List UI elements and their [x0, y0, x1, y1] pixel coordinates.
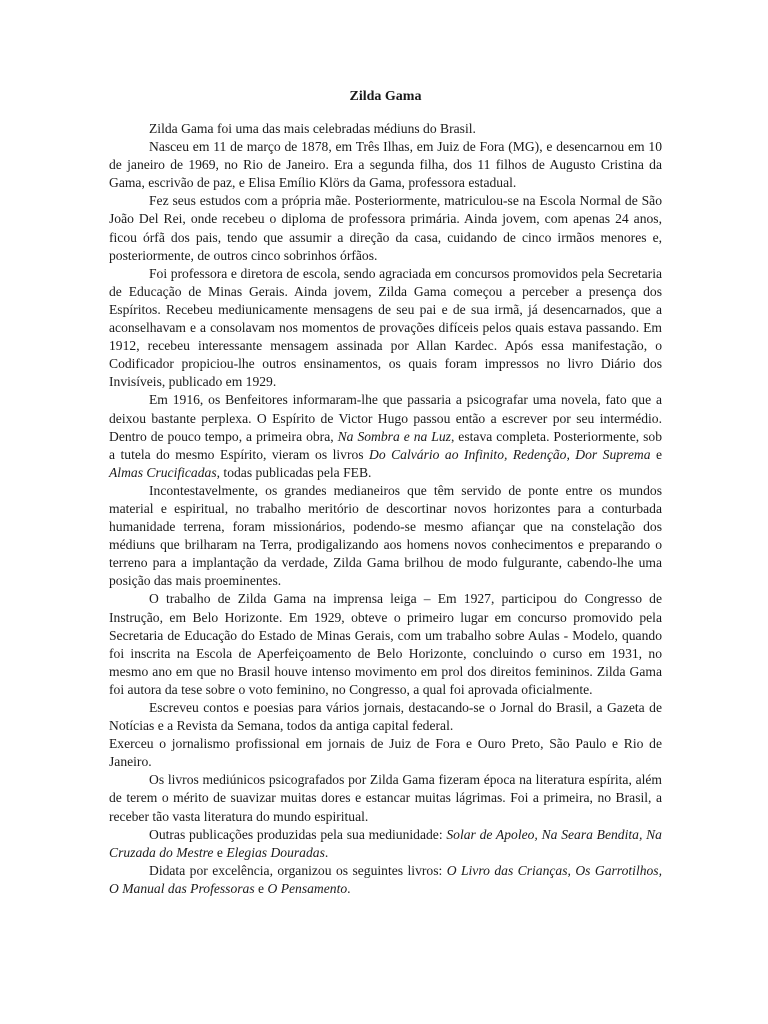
paragraph — [109, 265, 662, 392]
paragraph-text: , estava completa. Posteriormente, sob a tutela do mesmo Espírito, vieram os livros — [109, 428, 662, 462]
paragraph-text: e — [213, 844, 227, 860]
paragraph-text: Outras publicações produzidas pela sua mediunidade: — [149, 826, 447, 842]
paragraph-text: O trabalho de Zilda Gama na imprensa leiga – Em 1927, participou do Congresso de Instrução, em Belo Horizonte. Em 1929, obteve o primeiro lugar em concurso promovido pela Secretaria de Educação do Estado de Minas Gerais, com um trabalho sobre Aulas - Modelo, quando foi inscrita na Escola de Aperfeiçoamento de Belo Horizonte, concluindo o curso em 1931, no mesmo ano em que no Brasil houve intenso movimento em prol dos direitos femininos. Zilda Gama foi autora da tese sobre o voto feminino, no Congresso, a qual foi aprovada oficialmente. — [109, 591, 662, 697]
paragraph — [109, 120, 662, 138]
paragraph — [109, 771, 662, 825]
italic-book-title: Do Calvário ao Infinito, Redenção, Dor Suprema — [369, 446, 651, 462]
document-body — [109, 120, 662, 898]
paragraph-text: . — [347, 880, 351, 896]
paragraph-text: . — [324, 844, 329, 860]
paragraph-text: Didata por excelência, organizou os seguintes livros: — [149, 862, 447, 878]
document-page — [109, 88, 662, 898]
paragraph-text: Exerceu o jornalismo profissional em jornais de Juiz de Fora e Ouro Preto, São Paulo e Rio de Janeiro. — [109, 736, 662, 770]
paragraph-text: Zilda Gama foi uma das mais celebradas médiuns do Brasil. — [149, 121, 476, 136]
paragraph — [109, 735, 662, 771]
paragraph-text: Incontestavelmente, os grandes medianeiros que têm servido de ponte entre os mundos material e espiritual, no trabalho meritório de descortinar novos horizontes para a conturbada humanidade terrena, foram missionários, podendo-se mesmo afiançar que na constelação dos médiuns que brilharam na Terra, prodigalizando aos homens novos conhecimentos e preparando o terreno para a implantação da verdade, Zilda Gama brilhou de modo fulgurante, cabendo-lhe uma posição das mais proeminentes. — [109, 482, 662, 589]
paragraph — [109, 482, 662, 591]
italic-book-title: Na Sombra e na Luz — [337, 428, 451, 444]
italic-book-title: Almas Crucificadas — [109, 464, 217, 480]
paragraph-text: , todas publicadas pela FEB. — [216, 464, 372, 480]
italic-book-title: Solar de Apoleo, Na Seara Bendita, Na Cruzada do Mestre — [109, 826, 662, 860]
paragraph-text: e — [650, 446, 662, 462]
paragraph — [109, 699, 662, 735]
paragraph-text: e — [254, 880, 268, 896]
paragraph-text: Fez seus estudos com a própria mãe. Posteriormente, matriculou-se na Escola Normal de São João Del Rei, onde recebeu o diploma de professora primária. Ainda jovem, com apenas 24 anos, ficou órfã dos pais, tendo que assumir a direção da casa, cuidando de cinco irmãos menores e, posteriormente, de outros cinco sobrinhos órfãos. — [109, 193, 662, 263]
paragraph-text: Nasceu em 11 de março de 1878, em Três Ilhas, em Juiz de Fora (MG), e desencarnou em 10 de janeiro de 1969, no Rio de Janeiro. Era a segunda filha, dos 11 filhos de Augusto Cristina da Gama, escrivão de paz, e Elisa Emílio Klörs da Gama, professora estadual. — [109, 139, 662, 191]
paragraph — [109, 590, 662, 699]
paragraph-text: Foi professora e diretora de escola, sendo agraciada em concursos promovidos pela Secretaria de Educação de Minas Gerais. Ainda jovem, Zilda Gama começou a perceber a presença dos Espíritos. Recebeu mediunicamente mensagens de seu pai e de sua irmã, já desencarnados, que a aconselhavam e a consolavam nos momentos de provações difíceis pelos quais estava passando. Em 1912, recebeu interessante mensagem assinada por Allan Kardec. Após essa manifestação, o Codificador propiciou-lhe outros ensinamentos, os quais foram impressos no livro Diário dos Invisíveis, publicado em 1929. — [109, 265, 662, 390]
paragraph — [109, 391, 662, 481]
italic-book-title: Elegias Douradas — [226, 844, 325, 860]
paragraph — [109, 862, 662, 898]
paragraph-text: Em 1916, os Benfeitores informaram-lhe que passaria a psicografar uma novela, fato que a deixou bastante perplexa. O Espírito de Victor Hugo passou então a escrever por seu intermédio. Dentro de pouco tempo, a primeira obra, — [109, 392, 662, 444]
paragraph — [109, 138, 662, 192]
document-title: Zilda Gama — [349, 89, 422, 104]
paragraph — [109, 192, 662, 264]
paragraph-text: Escreveu contos e poesias para vários jornais, destacando-se o Jornal do Brasil, a Gazeta de Notícias e a Revista da Semana, todos da antiga capital federal. — [109, 700, 662, 734]
paragraph-text: Os livros mediúnicos psicografados por Zilda Gama fizeram época na literatura espírita, além de terem o mérito de suavizar muitas dores e estancar muitas lágrimas. Foi a primeira, no Brasil, a receber tão vasta literatura do mundo espiritual. — [109, 772, 662, 824]
italic-book-title: O Livro das Crianças, Os Garrotilhos, O Manual das Professoras — [109, 862, 662, 896]
paragraph — [109, 826, 662, 862]
italic-book-title: O Pensamento — [267, 880, 348, 896]
